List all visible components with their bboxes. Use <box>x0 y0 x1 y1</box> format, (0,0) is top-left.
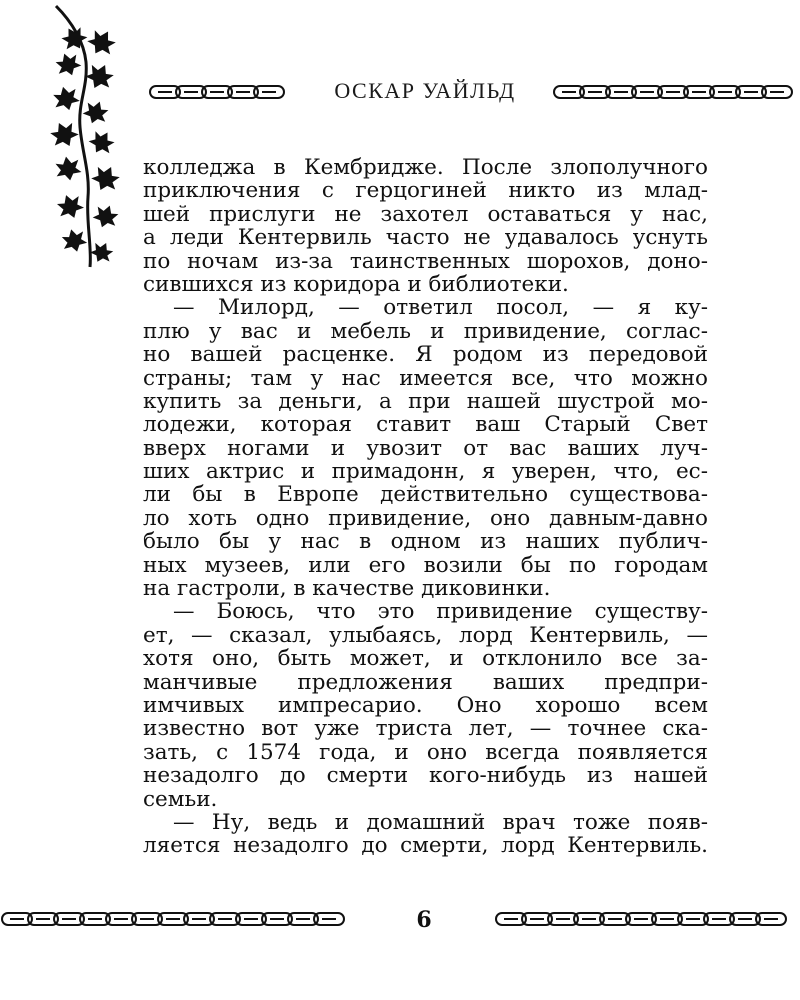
text-line: шей прислуги не захотел оставаться у нас, <box>143 201 708 227</box>
text-line: ных музеев, или его возили бы по городам <box>143 552 708 578</box>
chain-border-icon <box>552 82 800 102</box>
text-line: плю у вас и мебель и привидение, соглас- <box>143 318 708 344</box>
text-line: имчивых импресарио. Оно хорошо всем <box>143 692 708 718</box>
chain-border-icon <box>494 909 800 929</box>
page-header <box>0 76 800 108</box>
text-line: сившихся из коридора и библиотеки. <box>143 271 569 297</box>
text-line: колледжа в Кембридже. После злополучного <box>143 155 708 180</box>
text-line: ли бы в Европе действительно существова- <box>143 482 708 508</box>
body-text <box>143 156 708 858</box>
text-line: зать, с 1574 года, и оно всегда появляется <box>143 739 708 765</box>
text-line: хотя оно, быть может, и отклонило все за- <box>143 646 708 672</box>
text-line: лодежи, которая ставит ваш Старый Свет <box>143 412 708 438</box>
page-number: 6 <box>416 907 432 933</box>
text-line: ших актрис и примадонн, я уверен, что, ес- <box>143 459 708 485</box>
text-line: вверх ногами и увозит от вас ваших луч- <box>143 435 708 461</box>
text-line: — Боюсь, что это привидение существу- <box>173 599 708 625</box>
text-line: ло хоть одно привидение, оно давным-давно <box>143 505 708 531</box>
text-line: приключения с герцогиней никто из млад- <box>143 178 708 204</box>
chain-border-icon <box>0 909 356 929</box>
running-head-author: ОСКАР УАЙЛЬД <box>334 78 516 103</box>
text-line: но вашей расценке. Я родом из передовой <box>143 342 708 368</box>
text-line: — Ну, ведь и домашний врач тоже появ- <box>173 809 708 835</box>
text-line: было бы у нас в одном из наших публич- <box>143 529 708 555</box>
text-line: а леди Кентервиль часто не удавалось уснуть <box>143 225 708 251</box>
text-line: ет, — сказал, улыбаясь, лорд Кентервиль, — <box>143 622 708 648</box>
text-line: купить за деньги, а при нашей шустрой мо- <box>143 388 708 414</box>
text-line: незадолго до смерти кого-нибудь из нашей <box>143 763 708 789</box>
text-line: манчивые предложения ваших предпри- <box>143 669 708 695</box>
text-line: — Милорд, — ответил посол, — я ку- <box>173 295 708 321</box>
text-line: ляется незадолго до смерти, лорд Кентервиль. <box>143 833 708 859</box>
text-line: известно вот уже триста лет, — точнее ска- <box>143 716 708 742</box>
text-line: семьи. <box>143 786 218 812</box>
text-line: на гастроли, в качестве диковинки. <box>143 576 551 602</box>
text-line: по ночам из-за таинственных шорохов, доно- <box>143 248 708 274</box>
ivy-vine-icon <box>44 2 124 272</box>
chain-border-icon <box>148 82 308 102</box>
text-line: страны; там у нас имеется все, что можно <box>143 365 708 391</box>
page-footer <box>0 905 800 937</box>
